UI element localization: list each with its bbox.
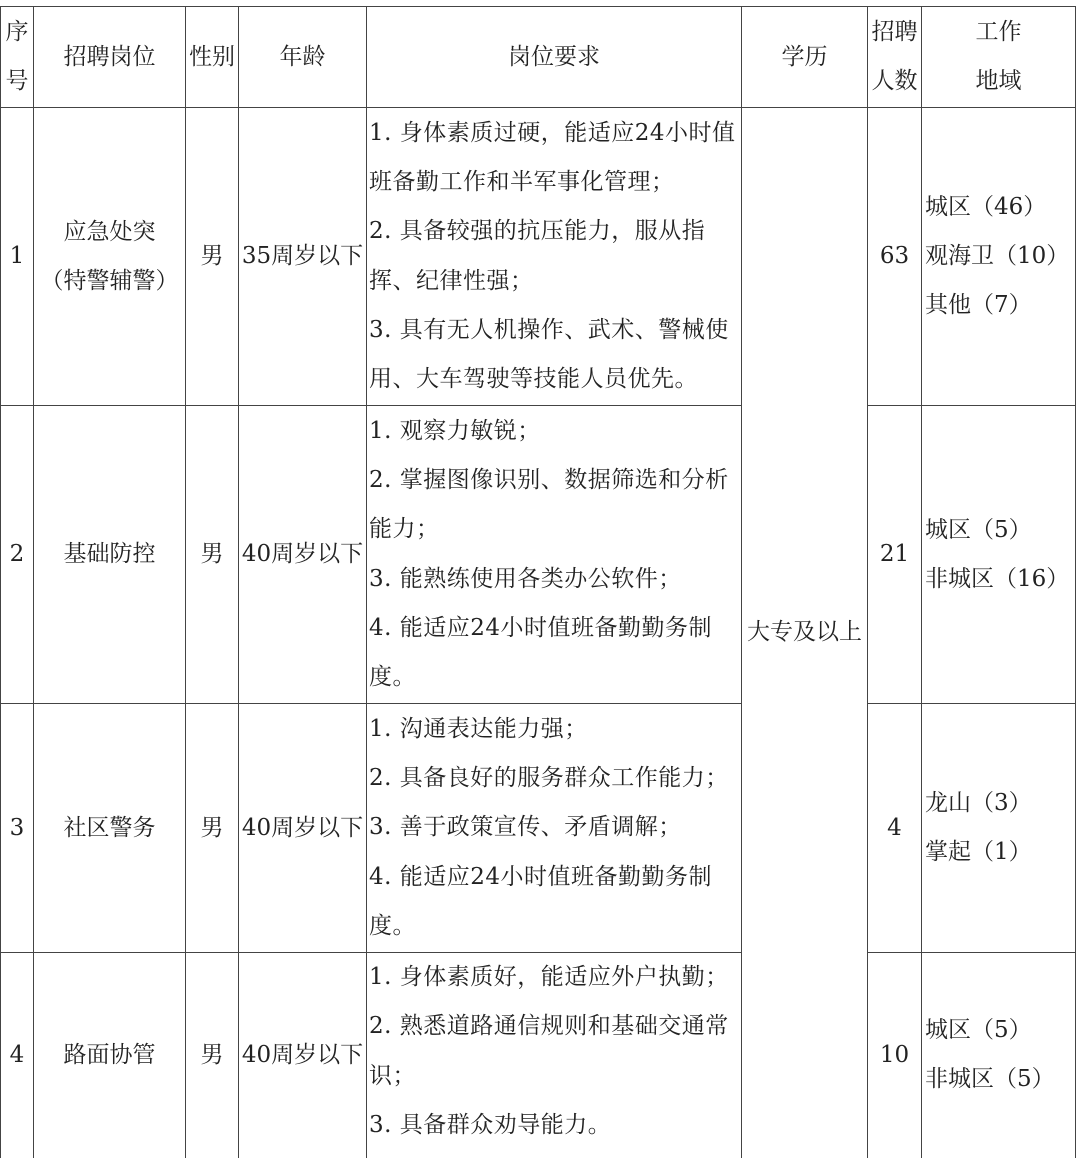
row-requirements: 1. 观察力敏锐； 2. 掌握图像识别、数据筛选和分析 能力； 3. 能熟练使用各类办公软件； 4. 能适应24小时值班备勤勤务制 度。 xyxy=(367,406,742,704)
row-areas: 城区（5） 非城区（5） xyxy=(922,953,1076,1158)
row-age: 40周岁以下 xyxy=(239,406,367,704)
row-gender: 男 xyxy=(186,406,239,704)
header-area: 工作 地域 xyxy=(922,7,1076,108)
row-age: 40周岁以下 xyxy=(239,953,367,1158)
row-gender: 男 xyxy=(186,704,239,953)
row-gender: 男 xyxy=(186,953,239,1158)
table-row xyxy=(1,108,1076,406)
header-gender: 性别 xyxy=(186,7,239,108)
row-requirements: 1. 身体素质好，能适应外户执勤； 2. 熟悉道路通信规则和基础交通常 识； 3. 具备群众劝导能力。 xyxy=(367,953,742,1158)
row-areas: 城区（5） 非城区（16） xyxy=(922,406,1076,704)
header-position: 招聘岗位 xyxy=(34,7,186,108)
row-areas: 城区（46） 观海卫（10） 其他（7） xyxy=(922,108,1076,406)
row-index: 2 xyxy=(1,406,34,704)
row-position: 路面协管 xyxy=(34,953,186,1158)
recruitment-table xyxy=(0,6,1076,1158)
row-index: 3 xyxy=(1,704,34,953)
header-education: 学历 xyxy=(742,7,868,108)
row-position: 基础防控 xyxy=(34,406,186,704)
header-index: 序 号 xyxy=(1,7,34,108)
table-row xyxy=(1,406,1076,704)
row-position: 社区警务 xyxy=(34,704,186,953)
row-count: 21 xyxy=(868,406,922,704)
row-age: 40周岁以下 xyxy=(239,704,367,953)
row-requirements: 1. 身体素质过硬，能适应24小时值 班备勤工作和半军事化管理； 2. 具备较强的抗压能力，服从指 挥、纪律性强； 3. 具有无人机操作、武术、警械使 用、大车驾驶等技能人员优先。 xyxy=(367,108,742,406)
row-gender: 男 xyxy=(186,108,239,406)
education-cell: 大专及以上 xyxy=(742,108,868,1158)
row-requirements: 1. 沟通表达能力强； 2. 具备良好的服务群众工作能力； 3. 善于政策宣传、矛盾调解； 4. 能适应24小时值班备勤勤务制 度。 xyxy=(367,704,742,953)
row-age: 35周岁以下 xyxy=(239,108,367,406)
row-position: 应急处突 （特警辅警） xyxy=(34,108,186,406)
row-index: 1 xyxy=(1,108,34,406)
row-index: 4 xyxy=(1,953,34,1158)
table-row xyxy=(1,704,1076,953)
row-count: 10 xyxy=(868,953,922,1158)
header-requirements: 岗位要求 xyxy=(367,7,742,108)
table-row xyxy=(1,953,1076,1158)
row-count: 63 xyxy=(868,108,922,406)
header-count: 招聘 人数 xyxy=(868,7,922,108)
row-count: 4 xyxy=(868,704,922,953)
row-areas: 龙山（3） 掌起（1） xyxy=(922,704,1076,953)
header-row xyxy=(1,7,1076,108)
header-age: 年龄 xyxy=(239,7,367,108)
